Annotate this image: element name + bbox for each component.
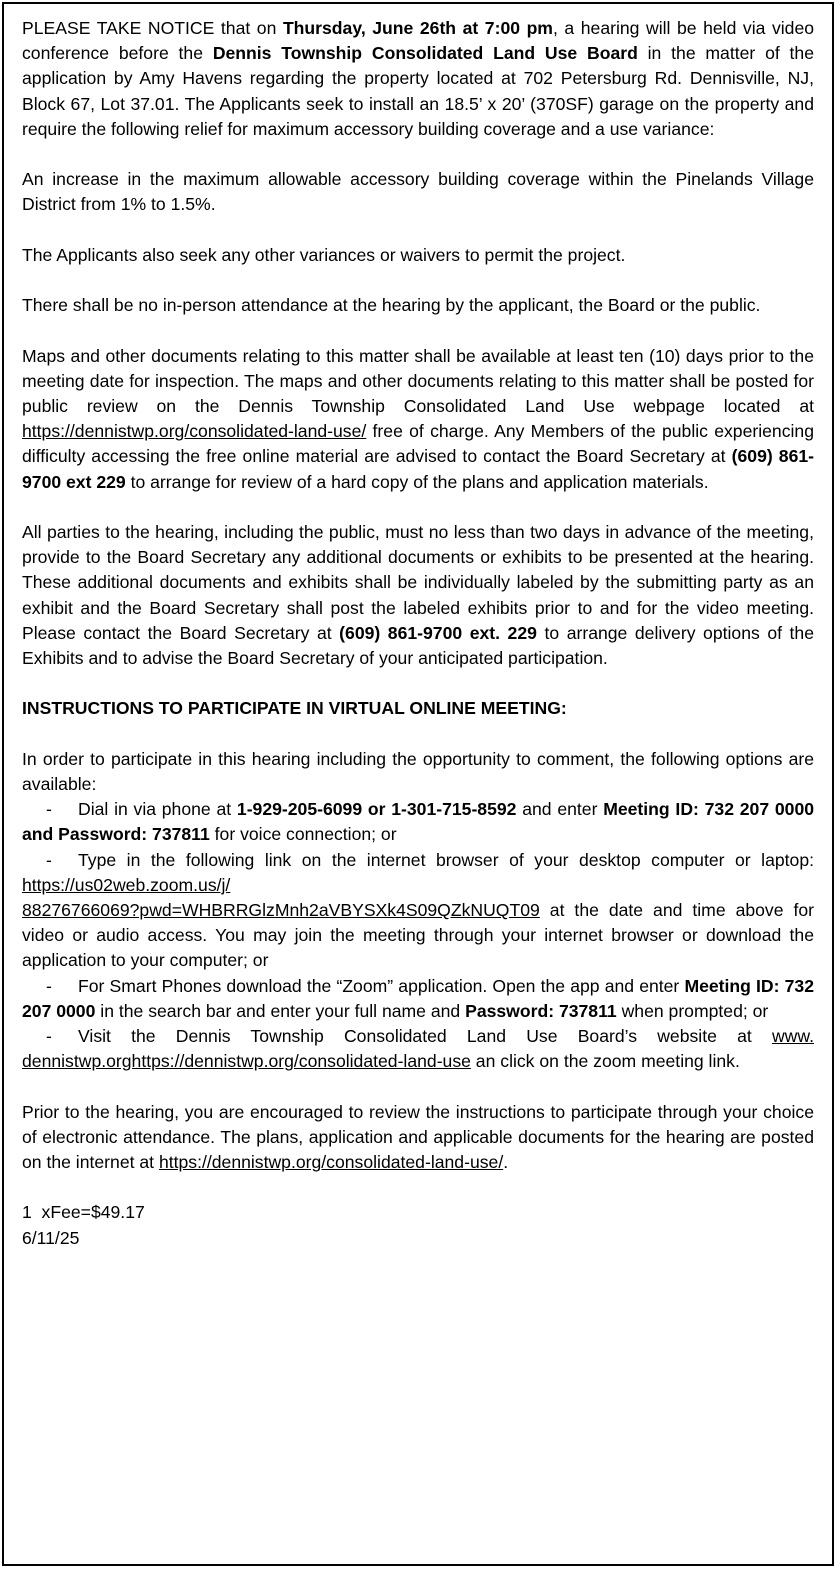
posted-documents-link[interactable]: https://dennistwp.org/consolidated-land-use/ <box>158 1152 504 1173</box>
board-name: Dennis Township Consolidated Land Use Board <box>212 43 638 64</box>
notice-intro-paragraph: PLEASE TAKE NOTICE that on Thursday, June 26th at 7:00 pm, a hearing will be held via video conference before the Dennis Township Consolidated Land Use Board in the matter of the application by Amy Havens regarding the property located at 702 Petersburg Rd. Dennisville, NJ, Block 67, Lot 37.01. The Applicants seek to install an 18.5’ x 20’ (370SF) garage on the property and require the following relief for maximum accessory building coverage and a use variance: <box>22 18 815 139</box>
prior-to-hearing-paragraph: Prior to the hearing, you are encouraged to review the instructions to participate through your choice of electronic attendance. The plans, application and applicable documents for the hearing are posted on the internet at https://dennistwp.org/consolidated-land-use/. <box>22 1101 814 1173</box>
option-dial-in: - Dial in via phone at 1-929-205-6099 or 1-301-715-8592 and enter Meeting ID: 732 207 0000 and Password: 737811 for voice connection; or <box>22 799 815 845</box>
publication-date: 6/11/25 <box>22 1227 80 1248</box>
secretary-phone: (609) 861-9700 ext 229 <box>22 446 814 492</box>
fee-line: 1 xFee=$49.17 <box>22 1202 145 1223</box>
option-smartphone: - For Smart Phones download the “Zoom” application. Open the app and enter Meeting ID: 732 207 0000 in the search bar and enter your full name and Password: 737811 when prompted; or <box>22 975 814 1021</box>
zoom-link-part-2[interactable]: 88276766069?pwd=WHBRRGlzMnh2aVBYSXk4S09QZkNUQT09 <box>22 900 540 920</box>
legal-notice <box>2 2 834 1566</box>
dash-bullet: - <box>46 799 52 820</box>
dash-bullet: - <box>46 1026 52 1047</box>
board-website-link[interactable]: www. dennistwp.orghttps://dennistwp.org/consolidated-land-use <box>22 1026 814 1072</box>
option-browser-link: - Type in the following link on the internet browser of your desktop computer or laptop: https://us02web.zoom.us/j/ 88276766069?pwd=WHBRRGlzMnh2aVBYSXk4S09QZkNUQT09 at the date and time above for video or audio access. You may join the meeting through your internet browser or download the application to your computer; or <box>22 849 814 971</box>
options-intro: In order to participate in this hearing including the opportunity to comment, the following options are available: <box>22 748 814 794</box>
relief-paragraph: An increase in the maximum allowable accessory building coverage within the Pinelands Village District from 1% to 1.5%. <box>22 169 814 215</box>
option-website: - Visit the Dennis Township Consolidated Land Use Board’s website at www. dennistwp.orghttps://dennistwp.org/consolidated-land-use an click on the zoom meeting link. <box>22 1026 814 1072</box>
hearing-date: Thursday, June 26th at 7:00 pm <box>282 18 553 38</box>
instructions-heading: INSTRUCTIONS TO PARTICIPATE IN VIRTUAL ONLINE MEETING: <box>22 698 567 719</box>
dash-bullet: - <box>46 975 52 996</box>
documents-paragraph: Maps and other documents relating to this matter shall be available at least ten (10) days prior to the meeting date for inspection. The maps and other documents relating to this matter shall be posted for public review on the Dennis Township Consolidated Land Use webpage located at https://dennistwp.org/consolidated-land-use/ free of charge. Any Members of the public experiencing difficulty accessing the free online material are advised to contact the Board Secretary at (609) 861-9700 ext 229 to arrange for review of a hard copy of the plans and application materials. <box>22 345 814 492</box>
meeting-password: Password: 737811 <box>465 1000 617 1021</box>
exhibits-paragraph: All parties to the hearing, including the public, must no less than two days in advance of the meeting, provide to the Board Secretary any additional documents or exhibits to be presented at the hearing. These additional documents and exhibits shall be individually labeled by the submitting party as an exhibit and the Board Secretary shall post the labeled exhibits prior to and for the video meeting. Please contact the Board Secretary at (609) 861-9700 ext. 229 to arrange delivery options of the Exhibits and to advise the Board Secretary of your anticipated participation. <box>22 521 815 668</box>
dial-in-numbers: 1-929-205-6099 or 1-301-715-8592 <box>236 799 517 820</box>
variances-paragraph: The Applicants also seek any other variances or waivers to permit the project. <box>22 244 626 265</box>
attendance-paragraph: There shall be no in-person attendance at the hearing by the applicant, the Board or the public. <box>22 295 761 316</box>
zoom-link-part-1[interactable]: https://us02web.zoom.us/j/ <box>22 874 231 895</box>
secretary-phone-2: (609) 861-9700 ext. 229 <box>339 622 537 643</box>
meeting-credentials: Meeting ID: 732 207 0000 and Password: 737811 <box>22 799 815 845</box>
land-use-webpage-link[interactable]: https://dennistwp.org/consolidated-land-use/ <box>22 421 367 442</box>
meeting-id: Meeting ID: 732 207 0000 <box>22 975 814 1021</box>
dash-bullet: - <box>46 849 52 870</box>
